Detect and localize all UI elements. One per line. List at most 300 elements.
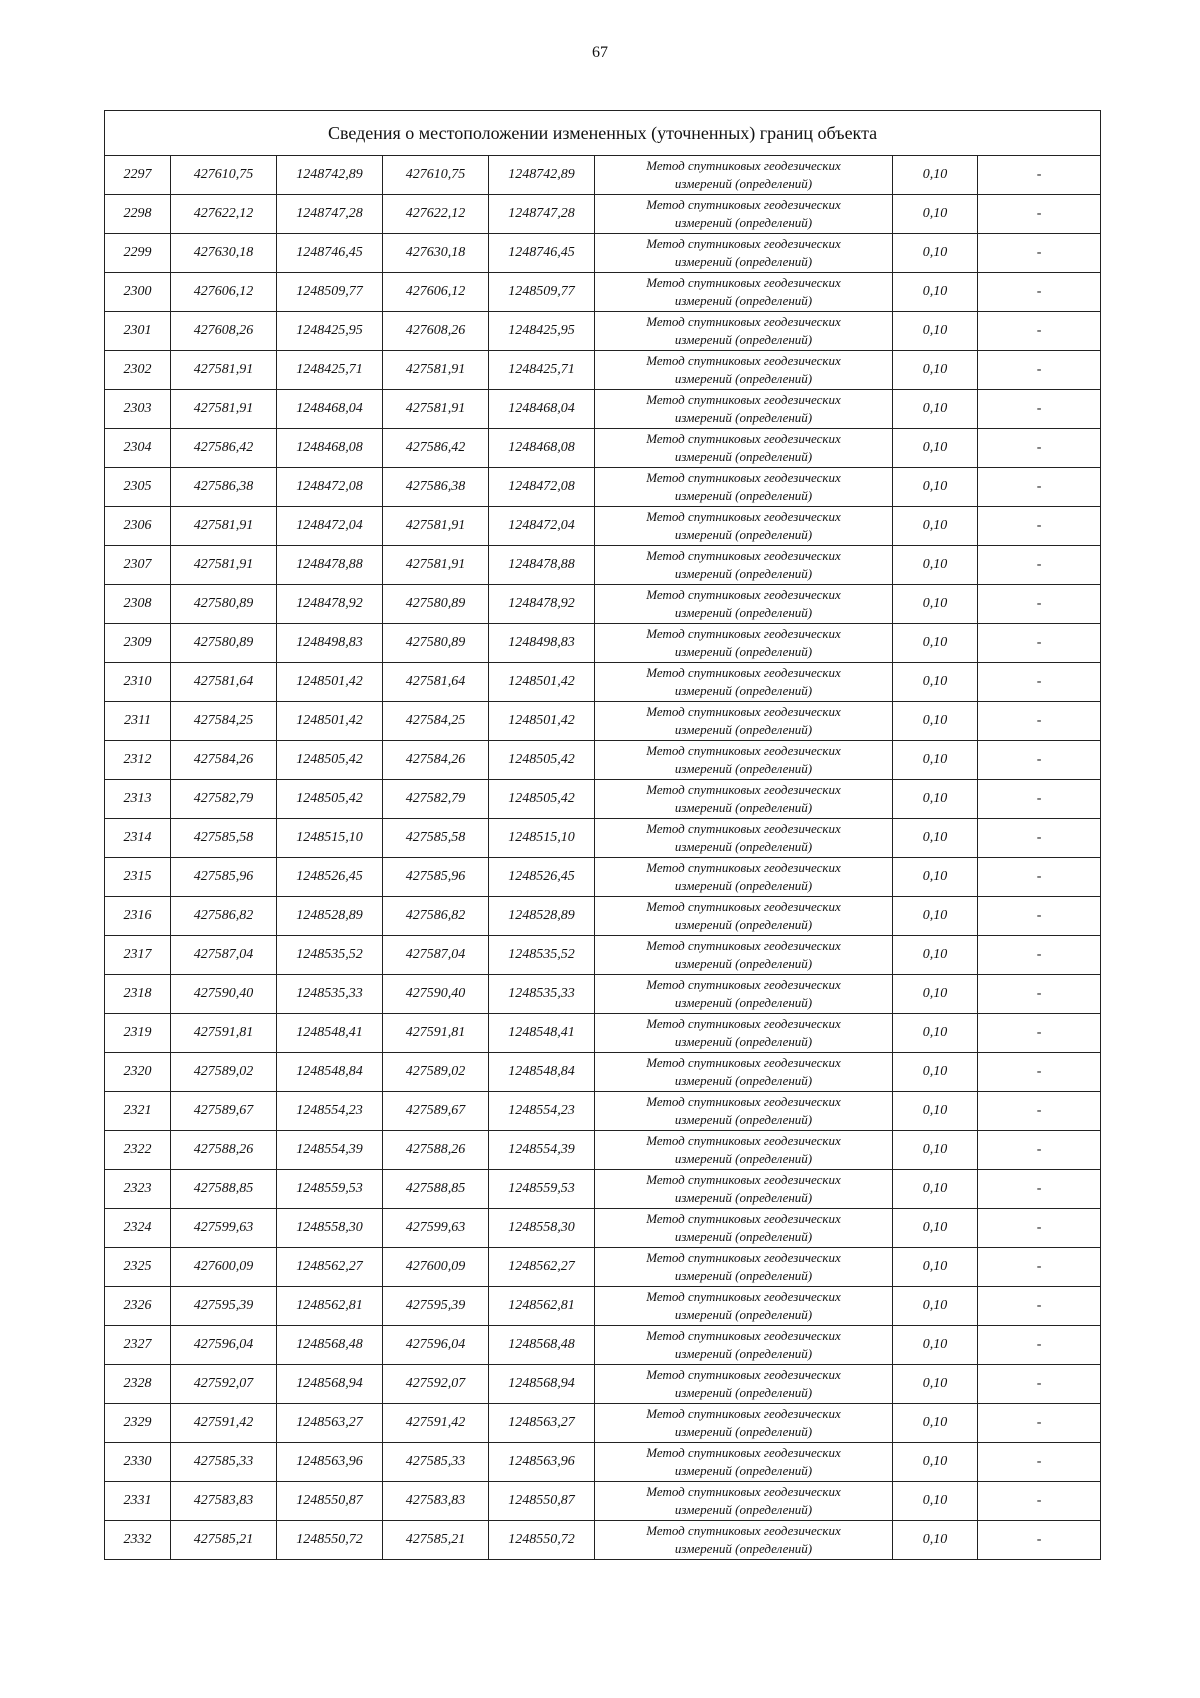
accuracy-cell: 0,10 <box>893 936 978 975</box>
method-line-1: Метод спутниковых геодезических <box>646 1328 841 1343</box>
description-cell: - <box>978 780 1101 819</box>
accuracy-cell: 0,10 <box>893 663 978 702</box>
point-number-cell: 2304 <box>105 429 171 468</box>
method-cell <box>595 1131 893 1170</box>
table-body <box>105 156 1101 1560</box>
y-existing-cell: 1248472,04 <box>277 507 383 546</box>
y-existing-cell: 1248505,42 <box>277 741 383 780</box>
point-number-cell: 2313 <box>105 780 171 819</box>
method-cell <box>595 1443 893 1482</box>
x-existing-cell: 427584,26 <box>171 741 277 780</box>
x-specified-cell: 427610,75 <box>383 156 489 195</box>
y-specified-cell: 1248498,83 <box>489 624 595 663</box>
method-cell <box>595 156 893 195</box>
description-cell: - <box>978 1014 1101 1053</box>
method-line-1: Метод спутниковых геодезических <box>646 470 841 485</box>
point-number-cell: 2324 <box>105 1209 171 1248</box>
y-existing-cell: 1248550,87 <box>277 1482 383 1521</box>
x-specified-cell: 427630,18 <box>383 234 489 273</box>
method-cell <box>595 819 893 858</box>
point-number-cell: 2299 <box>105 234 171 273</box>
table-row <box>105 1053 1101 1092</box>
table-row <box>105 624 1101 663</box>
method-line-1: Метод спутниковых геодезических <box>646 899 841 914</box>
accuracy-cell: 0,10 <box>893 468 978 507</box>
method-line-1: Метод спутниковых геодезических <box>646 1523 841 1538</box>
y-existing-cell: 1248747,28 <box>277 195 383 234</box>
point-number-cell: 2323 <box>105 1170 171 1209</box>
method-line-1: Метод спутниковых геодезических <box>646 626 841 641</box>
method-line-2: измерений (определений) <box>674 1307 813 1322</box>
method-line-1: Метод спутниковых геодезических <box>646 821 841 836</box>
description-cell: - <box>978 1404 1101 1443</box>
table-row <box>105 546 1101 585</box>
accuracy-cell: 0,10 <box>893 546 978 585</box>
method-line-2: измерений (определений) <box>674 488 813 503</box>
accuracy-cell: 0,10 <box>893 1521 978 1560</box>
description-cell: - <box>978 1287 1101 1326</box>
accuracy-cell: 0,10 <box>893 741 978 780</box>
accuracy-cell: 0,10 <box>893 1170 978 1209</box>
table-row <box>105 1131 1101 1170</box>
table-row <box>105 585 1101 624</box>
method-line-1: Метод спутниковых геодезических <box>646 1055 841 1070</box>
y-specified-cell: 1248505,42 <box>489 780 595 819</box>
x-specified-cell: 427622,12 <box>383 195 489 234</box>
boundary-coordinates-table <box>104 110 1101 1560</box>
table-row <box>105 858 1101 897</box>
x-specified-cell: 427581,91 <box>383 507 489 546</box>
y-specified-cell: 1248526,45 <box>489 858 595 897</box>
x-specified-cell: 427581,91 <box>383 546 489 585</box>
point-number-cell: 2326 <box>105 1287 171 1326</box>
table-row <box>105 1326 1101 1365</box>
y-existing-cell: 1248562,81 <box>277 1287 383 1326</box>
y-existing-cell: 1248563,27 <box>277 1404 383 1443</box>
method-cell <box>595 390 893 429</box>
y-existing-cell: 1248515,10 <box>277 819 383 858</box>
x-existing-cell: 427580,89 <box>171 624 277 663</box>
method-cell <box>595 936 893 975</box>
x-existing-cell: 427630,18 <box>171 234 277 273</box>
x-existing-cell: 427583,83 <box>171 1482 277 1521</box>
y-specified-cell: 1248472,04 <box>489 507 595 546</box>
description-cell: - <box>978 936 1101 975</box>
point-number-cell: 2322 <box>105 1131 171 1170</box>
accuracy-cell: 0,10 <box>893 819 978 858</box>
x-existing-cell: 427580,89 <box>171 585 277 624</box>
point-number-cell: 2330 <box>105 1443 171 1482</box>
y-existing-cell: 1248550,72 <box>277 1521 383 1560</box>
method-line-2: измерений (определений) <box>674 1268 813 1283</box>
y-existing-cell: 1248568,94 <box>277 1365 383 1404</box>
description-cell: - <box>978 585 1101 624</box>
description-cell: - <box>978 975 1101 1014</box>
description-cell: - <box>978 390 1101 429</box>
point-number-cell: 2300 <box>105 273 171 312</box>
y-specified-cell: 1248550,72 <box>489 1521 595 1560</box>
x-specified-cell: 427584,25 <box>383 702 489 741</box>
description-cell: - <box>978 234 1101 273</box>
y-existing-cell: 1248568,48 <box>277 1326 383 1365</box>
y-existing-cell: 1248526,45 <box>277 858 383 897</box>
x-specified-cell: 427581,91 <box>383 351 489 390</box>
table-row <box>105 1443 1101 1482</box>
method-cell <box>595 1326 893 1365</box>
x-existing-cell: 427589,02 <box>171 1053 277 1092</box>
x-specified-cell: 427584,26 <box>383 741 489 780</box>
x-existing-cell: 427591,81 <box>171 1014 277 1053</box>
accuracy-cell: 0,10 <box>893 429 978 468</box>
x-specified-cell: 427588,26 <box>383 1131 489 1170</box>
description-cell: - <box>978 1443 1101 1482</box>
point-number-cell: 2317 <box>105 936 171 975</box>
method-cell <box>595 546 893 585</box>
method-line-2: измерений (определений) <box>674 761 813 776</box>
x-specified-cell: 427600,09 <box>383 1248 489 1287</box>
method-cell <box>595 468 893 507</box>
method-line-1: Метод спутниковых геодезических <box>646 665 841 680</box>
x-existing-cell: 427600,09 <box>171 1248 277 1287</box>
accuracy-cell: 0,10 <box>893 975 978 1014</box>
description-cell: - <box>978 1248 1101 1287</box>
method-line-1: Метод спутниковых геодезических <box>646 938 841 953</box>
method-line-2: измерений (определений) <box>674 644 813 659</box>
table-row <box>105 1287 1101 1326</box>
y-existing-cell: 1248746,45 <box>277 234 383 273</box>
method-line-2: измерений (определений) <box>674 683 813 698</box>
y-specified-cell: 1248568,48 <box>489 1326 595 1365</box>
accuracy-cell: 0,10 <box>893 780 978 819</box>
x-existing-cell: 427606,12 <box>171 273 277 312</box>
method-cell <box>595 897 893 936</box>
method-line-1: Метод спутниковых геодезических <box>646 548 841 563</box>
table-row <box>105 1014 1101 1053</box>
y-specified-cell: 1248548,84 <box>489 1053 595 1092</box>
description-cell: - <box>978 312 1101 351</box>
point-number-cell: 2314 <box>105 819 171 858</box>
method-cell <box>595 1209 893 1248</box>
x-existing-cell: 427581,91 <box>171 390 277 429</box>
table-title: Сведения о местоположении измененных (уточненных) границ объекта <box>105 111 1101 156</box>
point-number-cell: 2297 <box>105 156 171 195</box>
method-line-1: Метод спутниковых геодезических <box>646 509 841 524</box>
table-row <box>105 1365 1101 1404</box>
y-existing-cell: 1248548,84 <box>277 1053 383 1092</box>
point-number-cell: 2318 <box>105 975 171 1014</box>
point-number-cell: 2305 <box>105 468 171 507</box>
description-cell: - <box>978 468 1101 507</box>
method-cell <box>595 1092 893 1131</box>
description-cell: - <box>978 1326 1101 1365</box>
y-specified-cell: 1248425,71 <box>489 351 595 390</box>
method-cell <box>595 1404 893 1443</box>
description-cell: - <box>978 1131 1101 1170</box>
method-cell <box>595 624 893 663</box>
y-specified-cell: 1248472,08 <box>489 468 595 507</box>
method-cell <box>595 663 893 702</box>
accuracy-cell: 0,10 <box>893 1404 978 1443</box>
method-line-1: Метод спутниковых геодезических <box>646 1016 841 1031</box>
y-specified-cell: 1248535,33 <box>489 975 595 1014</box>
method-line-2: измерений (определений) <box>674 410 813 425</box>
x-specified-cell: 427580,89 <box>383 585 489 624</box>
y-existing-cell: 1248425,71 <box>277 351 383 390</box>
method-cell <box>595 1287 893 1326</box>
method-line-2: измерений (определений) <box>674 1424 813 1439</box>
accuracy-cell: 0,10 <box>893 1014 978 1053</box>
accuracy-cell: 0,10 <box>893 1287 978 1326</box>
method-cell <box>595 507 893 546</box>
y-specified-cell: 1248554,23 <box>489 1092 595 1131</box>
method-line-2: измерений (определений) <box>674 332 813 347</box>
description-cell: - <box>978 663 1101 702</box>
y-existing-cell: 1248535,33 <box>277 975 383 1014</box>
point-number-cell: 2307 <box>105 546 171 585</box>
point-number-cell: 2328 <box>105 1365 171 1404</box>
table-row <box>105 897 1101 936</box>
accuracy-cell: 0,10 <box>893 1365 978 1404</box>
table-row <box>105 1209 1101 1248</box>
x-existing-cell: 427586,42 <box>171 429 277 468</box>
method-line-1: Метод спутниковых геодезических <box>646 587 841 602</box>
y-existing-cell: 1248554,39 <box>277 1131 383 1170</box>
table-row <box>105 1092 1101 1131</box>
method-cell <box>595 351 893 390</box>
description-cell: - <box>978 897 1101 936</box>
description-cell: - <box>978 741 1101 780</box>
method-cell <box>595 585 893 624</box>
table-row <box>105 936 1101 975</box>
x-existing-cell: 427586,82 <box>171 897 277 936</box>
x-existing-cell: 427592,07 <box>171 1365 277 1404</box>
method-line-2: измерений (определений) <box>674 722 813 737</box>
method-line-1: Метод спутниковых геодезических <box>646 1445 841 1460</box>
method-line-2: измерений (определений) <box>674 956 813 971</box>
description-cell: - <box>978 546 1101 585</box>
y-specified-cell: 1248559,53 <box>489 1170 595 1209</box>
method-line-1: Метод спутниковых геодезических <box>646 977 841 992</box>
y-existing-cell: 1248501,42 <box>277 663 383 702</box>
description-cell: - <box>978 819 1101 858</box>
description-cell: - <box>978 273 1101 312</box>
x-existing-cell: 427599,63 <box>171 1209 277 1248</box>
point-number-cell: 2320 <box>105 1053 171 1092</box>
table-row <box>105 1482 1101 1521</box>
method-line-1: Метод спутниковых геодезических <box>646 860 841 875</box>
method-cell <box>595 1014 893 1053</box>
x-existing-cell: 427585,33 <box>171 1443 277 1482</box>
point-number-cell: 2316 <box>105 897 171 936</box>
x-specified-cell: 427586,42 <box>383 429 489 468</box>
y-specified-cell: 1248742,89 <box>489 156 595 195</box>
accuracy-cell: 0,10 <box>893 624 978 663</box>
x-existing-cell: 427581,91 <box>171 351 277 390</box>
y-specified-cell: 1248478,92 <box>489 585 595 624</box>
accuracy-cell: 0,10 <box>893 1131 978 1170</box>
method-line-2: измерений (определений) <box>674 176 813 191</box>
method-line-2: измерений (определений) <box>674 254 813 269</box>
y-existing-cell: 1248505,42 <box>277 780 383 819</box>
point-number-cell: 2298 <box>105 195 171 234</box>
method-line-1: Метод спутниковых геодезических <box>646 1172 841 1187</box>
method-line-2: измерений (определений) <box>674 527 813 542</box>
table-row <box>105 819 1101 858</box>
description-cell: - <box>978 195 1101 234</box>
x-existing-cell: 427595,39 <box>171 1287 277 1326</box>
accuracy-cell: 0,10 <box>893 1248 978 1287</box>
point-number-cell: 2331 <box>105 1482 171 1521</box>
y-existing-cell: 1248498,83 <box>277 624 383 663</box>
point-number-cell: 2327 <box>105 1326 171 1365</box>
x-specified-cell: 427581,64 <box>383 663 489 702</box>
point-number-cell: 2308 <box>105 585 171 624</box>
x-specified-cell: 427595,39 <box>383 1287 489 1326</box>
description-cell: - <box>978 702 1101 741</box>
method-line-1: Метод спутниковых геодезических <box>646 782 841 797</box>
x-existing-cell: 427587,04 <box>171 936 277 975</box>
x-existing-cell: 427585,21 <box>171 1521 277 1560</box>
method-line-2: измерений (определений) <box>674 995 813 1010</box>
y-specified-cell: 1248468,04 <box>489 390 595 429</box>
table-row <box>105 1404 1101 1443</box>
method-line-1: Метод спутниковых геодезических <box>646 1406 841 1421</box>
x-existing-cell: 427589,67 <box>171 1092 277 1131</box>
description-cell: - <box>978 1170 1101 1209</box>
method-cell <box>595 780 893 819</box>
point-number-cell: 2329 <box>105 1404 171 1443</box>
y-existing-cell: 1248535,52 <box>277 936 383 975</box>
x-existing-cell: 427622,12 <box>171 195 277 234</box>
x-existing-cell: 427582,79 <box>171 780 277 819</box>
method-line-1: Метод спутниковых геодезических <box>646 743 841 758</box>
y-specified-cell: 1248425,95 <box>489 312 595 351</box>
accuracy-cell: 0,10 <box>893 1482 978 1521</box>
description-cell: - <box>978 1209 1101 1248</box>
x-existing-cell: 427591,42 <box>171 1404 277 1443</box>
y-existing-cell: 1248425,95 <box>277 312 383 351</box>
accuracy-cell: 0,10 <box>893 390 978 429</box>
table-row <box>105 312 1101 351</box>
y-existing-cell: 1248472,08 <box>277 468 383 507</box>
description-cell: - <box>978 156 1101 195</box>
accuracy-cell: 0,10 <box>893 234 978 273</box>
table-row <box>105 234 1101 273</box>
table-row <box>105 429 1101 468</box>
y-existing-cell: 1248559,53 <box>277 1170 383 1209</box>
y-specified-cell: 1248535,52 <box>489 936 595 975</box>
method-line-2: измерений (определений) <box>674 1112 813 1127</box>
x-existing-cell: 427581,64 <box>171 663 277 702</box>
method-cell <box>595 858 893 897</box>
accuracy-cell: 0,10 <box>893 156 978 195</box>
x-specified-cell: 427590,40 <box>383 975 489 1014</box>
method-line-1: Метод спутниковых геодезических <box>646 275 841 290</box>
method-line-2: измерений (определений) <box>674 449 813 464</box>
accuracy-cell: 0,10 <box>893 1053 978 1092</box>
method-line-2: измерений (определений) <box>674 293 813 308</box>
y-specified-cell: 1248558,30 <box>489 1209 595 1248</box>
y-existing-cell: 1248478,92 <box>277 585 383 624</box>
x-existing-cell: 427588,85 <box>171 1170 277 1209</box>
method-line-2: измерений (определений) <box>674 878 813 893</box>
method-line-2: измерений (определений) <box>674 1151 813 1166</box>
x-specified-cell: 427589,67 <box>383 1092 489 1131</box>
x-existing-cell: 427584,25 <box>171 702 277 741</box>
method-line-1: Метод спутниковых геодезических <box>646 1211 841 1226</box>
description-cell: - <box>978 1365 1101 1404</box>
method-line-1: Метод спутниковых геодезических <box>646 1289 841 1304</box>
y-specified-cell: 1248548,41 <box>489 1014 595 1053</box>
method-cell <box>595 234 893 273</box>
table-row <box>105 468 1101 507</box>
x-specified-cell: 427606,12 <box>383 273 489 312</box>
accuracy-cell: 0,10 <box>893 1209 978 1248</box>
y-existing-cell: 1248468,08 <box>277 429 383 468</box>
method-cell <box>595 273 893 312</box>
x-specified-cell: 427581,91 <box>383 390 489 429</box>
accuracy-cell: 0,10 <box>893 351 978 390</box>
table-row <box>105 156 1101 195</box>
accuracy-cell: 0,10 <box>893 273 978 312</box>
accuracy-cell: 0,10 <box>893 195 978 234</box>
description-cell: - <box>978 507 1101 546</box>
description-cell: - <box>978 1092 1101 1131</box>
method-cell <box>595 1053 893 1092</box>
y-specified-cell: 1248563,27 <box>489 1404 595 1443</box>
point-number-cell: 2321 <box>105 1092 171 1131</box>
x-specified-cell: 427585,33 <box>383 1443 489 1482</box>
x-existing-cell: 427586,38 <box>171 468 277 507</box>
y-existing-cell: 1248548,41 <box>277 1014 383 1053</box>
point-number-cell: 2301 <box>105 312 171 351</box>
table-row <box>105 741 1101 780</box>
description-cell: - <box>978 351 1101 390</box>
method-cell <box>595 1482 893 1521</box>
method-cell <box>595 1365 893 1404</box>
method-line-1: Метод спутниковых геодезических <box>646 236 841 251</box>
y-specified-cell: 1248478,88 <box>489 546 595 585</box>
y-existing-cell: 1248558,30 <box>277 1209 383 1248</box>
point-number-cell: 2306 <box>105 507 171 546</box>
description-cell: - <box>978 1053 1101 1092</box>
point-number-cell: 2325 <box>105 1248 171 1287</box>
x-specified-cell: 427582,79 <box>383 780 489 819</box>
method-line-2: измерений (определений) <box>674 917 813 932</box>
y-specified-cell: 1248554,39 <box>489 1131 595 1170</box>
accuracy-cell: 0,10 <box>893 585 978 624</box>
method-line-1: Метод спутниковых геодезических <box>646 353 841 368</box>
point-number-cell: 2319 <box>105 1014 171 1053</box>
method-cell <box>595 1521 893 1560</box>
table-row <box>105 273 1101 312</box>
method-line-2: измерений (определений) <box>674 1346 813 1361</box>
description-cell: - <box>978 1482 1101 1521</box>
point-number-cell: 2312 <box>105 741 171 780</box>
method-line-1: Метод спутниковых геодезических <box>646 1094 841 1109</box>
method-line-2: измерений (определений) <box>674 566 813 581</box>
y-specified-cell: 1248501,42 <box>489 663 595 702</box>
y-existing-cell: 1248742,89 <box>277 156 383 195</box>
method-line-2: измерений (определений) <box>674 1502 813 1517</box>
method-line-2: измерений (определений) <box>674 1541 813 1556</box>
accuracy-cell: 0,10 <box>893 507 978 546</box>
y-existing-cell: 1248509,77 <box>277 273 383 312</box>
method-line-2: измерений (определений) <box>674 800 813 815</box>
method-line-1: Метод спутниковых геодезических <box>646 158 841 173</box>
x-specified-cell: 427596,04 <box>383 1326 489 1365</box>
method-cell <box>595 429 893 468</box>
